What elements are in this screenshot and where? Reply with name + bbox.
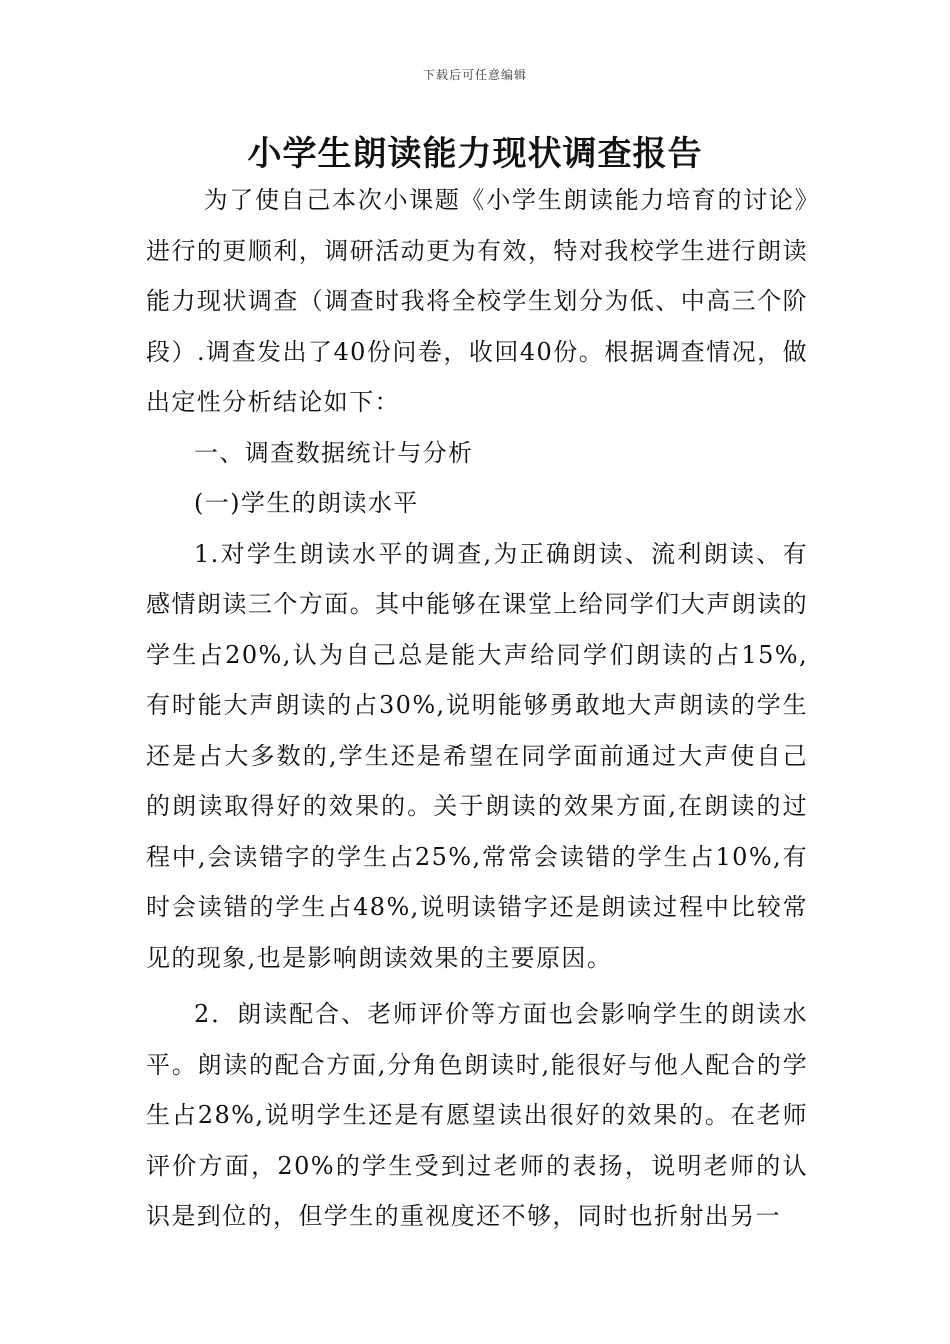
document-title: 小学生朗读能力现状调查报告 [247,134,703,174]
document-body [146,175,808,1242]
subsection-heading: (一)学生的朗读水平 [194,489,419,517]
header-note: 下载后可任意编辑 [422,68,527,82]
paragraph-intro: 为了使自己本次小课题《小学生朗读能力培育的讨论》进行的更顺利，调研活动更为有效，特对我校学生进行朗读能力现状调查（调查时我将全校学生划分为低、中高三个阶段）.调查发出了40份问卷，收回40份。根据调查情况，做出定性分析结论如下： [146,186,808,416]
paragraph-cooperation: 2．朗读配合、老师评价等方面也会影响学生的朗读水平。朗读的配合方面,分角色朗读时,能很好与他人配合的学生占28%,说明学生还是有愿望读出很好的效果的。在老师评价方面，20%的学生受到过老师的表扬，说明老师的认识是到位的，但学生的重视度还不够，同时也折射出另一 [146,1000,808,1230]
section-heading: 一、调查数据统计与分析 [194,438,474,467]
paragraph-reading-level: 1.对学生朗读水平的调查,为正确朗读、流利朗读、有感情朗读三个方面。其中能够在课堂上给同学们大声朗读的学生占20%,认为自己总是能大声给同学们朗读的占15%,有时能大声朗读的占30%,说明能够勇敢地大声朗读的学生还是占大多数的,学生还是希望在同学面前通过大声使自己的朗读取得好的效果的。关于朗读的效果方面,在朗读的过程中,会读错字的学生占25%,常常会读错的学生占10%,有时会读错的学生占48%,说明读错字还是朗读过程中比较常见的现象,也是影响朗读效果的主要原因。 [146,539,808,972]
